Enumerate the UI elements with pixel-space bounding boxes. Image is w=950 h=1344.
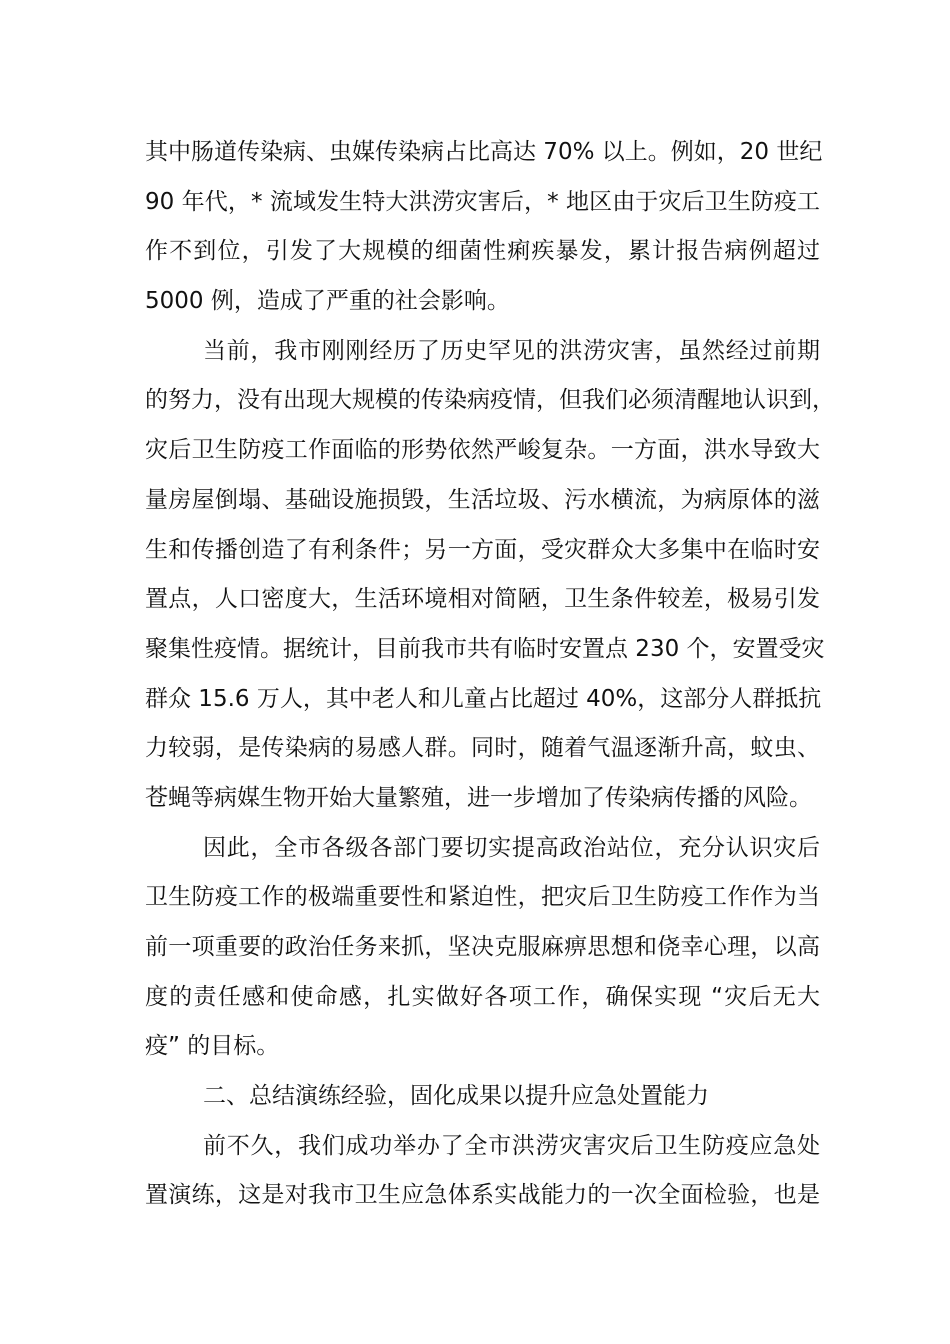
text-line: 当前，我市刚刚经历了历史罕见的洪涝灾害，虽然经过前期 bbox=[203, 337, 820, 364]
text-line: 群众 15.6 万人，其中老人和儿童占比超过 40%，这部分人群抵抗 bbox=[145, 685, 822, 712]
text-line: 前一项重要的政治任务来抓，坚决克服麻痹思想和侥幸心理，以高 bbox=[145, 934, 820, 960]
text-line: 其中肠道传染病、虫媒传染病占比高达 70% 以上。例如，20 世纪 bbox=[145, 139, 823, 165]
paragraph bbox=[145, 1122, 820, 1221]
text-line: 前不久，我们成功举办了全市洪涝灾害灾后卫生防疫应急处 bbox=[203, 1132, 820, 1159]
text-line: 量房屋倒塌、基础设施损毁，生活垃圾、污水横流，为病原体的滋 bbox=[145, 486, 820, 513]
paragraph bbox=[145, 327, 835, 824]
text-line: 苍蝇等病媒生物开始大量繁殖，进一步增加了传染病传播的风险。 bbox=[145, 784, 812, 811]
text-line: 卫生防疫工作的极端重要性和紧迫性，把灾后卫生防疫工作作为当 bbox=[145, 884, 820, 911]
text-line: 度的责任感和使命感，扎实做好各项工作，确保实现 “灾后无大 bbox=[145, 983, 820, 1010]
text-line: 聚集性疫情。据统计，目前我市共有临时安置点 230 个，安置受灾 bbox=[145, 635, 825, 662]
text-line: 二、总结演练经验，固化成果以提升应急处置能力 bbox=[203, 1083, 709, 1110]
paragraph bbox=[145, 824, 820, 1072]
section-heading bbox=[145, 1072, 820, 1122]
text-line: 置演练，这是对我市卫生应急体系实战能力的一次全面检验，也是 bbox=[145, 1182, 820, 1209]
text-line: 灾后卫生防疫工作面临的形势依然严峻复杂。一方面，洪水导致大 bbox=[145, 437, 820, 464]
text-line: 90 年代，* 流域发生特大洪涝灾害后，* 地区由于灾后卫生防疫工 bbox=[145, 188, 820, 215]
text-line: 因此，全市各级各部门要切实提高政治站位，充分认识灾后 bbox=[203, 834, 820, 861]
text-line: 作不到位，引发了大规模的细菌性痢疾暴发，累计报告病例超过 bbox=[145, 238, 820, 265]
document-page bbox=[145, 128, 835, 1221]
text-line: 疫” 的目标。 bbox=[145, 1033, 280, 1060]
text-line: 力较弱，是传染病的易感人群。同时，随着气温逐渐升高，蚊虫、 bbox=[145, 735, 820, 762]
text-line: 生和传播创造了有利条件；另一方面，受灾群众大多集中在临时安 bbox=[145, 536, 820, 563]
text-line: 的努力，没有出现大规模的传染病疫情，但我们必须清醒地认识到， bbox=[145, 387, 835, 414]
paragraph bbox=[145, 128, 823, 327]
text-line: 5000 例，造成了严重的社会影响。 bbox=[145, 288, 510, 315]
text-line: 置点，人口密度大，生活环境相对简陋，卫生条件较差，极易引发 bbox=[145, 586, 820, 613]
